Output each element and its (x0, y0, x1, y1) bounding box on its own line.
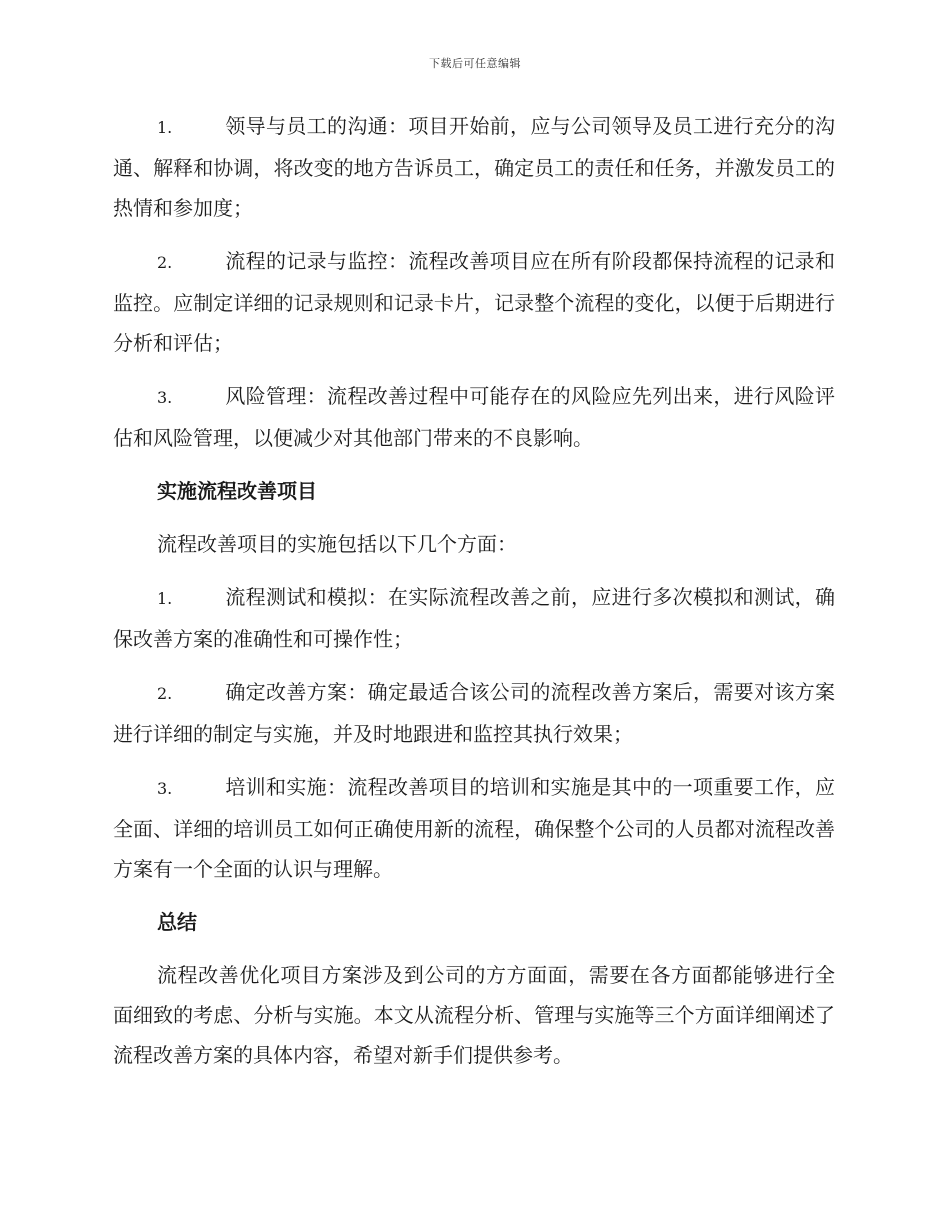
list-item-text: 风险管理：流程改善过程中可能存在的风险应先列出来，进行风险评估和风险管理，以便减少对其他部门带来的不良影响。 (113, 384, 835, 450)
list-item-text: 培训和实施：流程改善项目的培训和实施是其中的一项重要工作，应全面、详细的培训员工如何正确使用新的流程，确保整个公司的人员都对流程改善方案有一个全面的认识与理解。 (113, 775, 835, 881)
list-item-text: 领导与员工的沟通：项目开始前，应与公司领导及员工进行充分的沟通、解释和协调，将改变的地方告诉员工，确定员工的责任和任务，并激发员工的热情和参加度； (113, 114, 835, 220)
list-item (113, 106, 835, 228)
list-item (113, 577, 835, 659)
list-number: 2. (157, 684, 173, 703)
section-intro: 流程改善项目的实施包括以下几个方面： (157, 532, 517, 556)
list-item-text: 确定改善方案：确定最适合该公司的流程改善方案后，需要对该方案进行详细的制定与实施，并及时地跟进和监控其执行效果； (113, 680, 835, 746)
list-item (113, 672, 835, 754)
list-number: 2. (157, 253, 173, 272)
section-heading-implementation: 实施流程改善项目 (157, 479, 317, 503)
list-item-text: 流程的记录与监控：流程改善项目应在所有阶段都保持流程的记录和监控。应制定详细的记录规则和记录卡片，记录整个流程的变化，以便于后期进行分析和评估； (113, 249, 835, 355)
list-item (113, 767, 835, 889)
section-heading-summary: 总结 (157, 910, 197, 934)
list-number: 3. (157, 779, 173, 798)
list-number: 3. (157, 388, 173, 407)
list-number: 1. (157, 589, 173, 608)
header-note: 下载后可任意编辑 (429, 57, 521, 70)
summary-paragraph: 流程改善优化项目方案涉及到公司的方方面面，需要在各方面都能够进行全面细致的考虑、分析与实施。本文从流程分析、管理与实施等三个方面详细阐述了流程改善方案的具体内容，希望对新手们提供参考。 (113, 963, 835, 1067)
list-item-text: 流程测试和模拟：在实际流程改善之前，应进行多次模拟和测试，确保改善方案的准确性和可操作性； (113, 585, 835, 651)
list-number: 1. (157, 118, 173, 137)
document-body (113, 106, 835, 1088)
list-item (113, 241, 835, 363)
list-item (113, 376, 835, 458)
